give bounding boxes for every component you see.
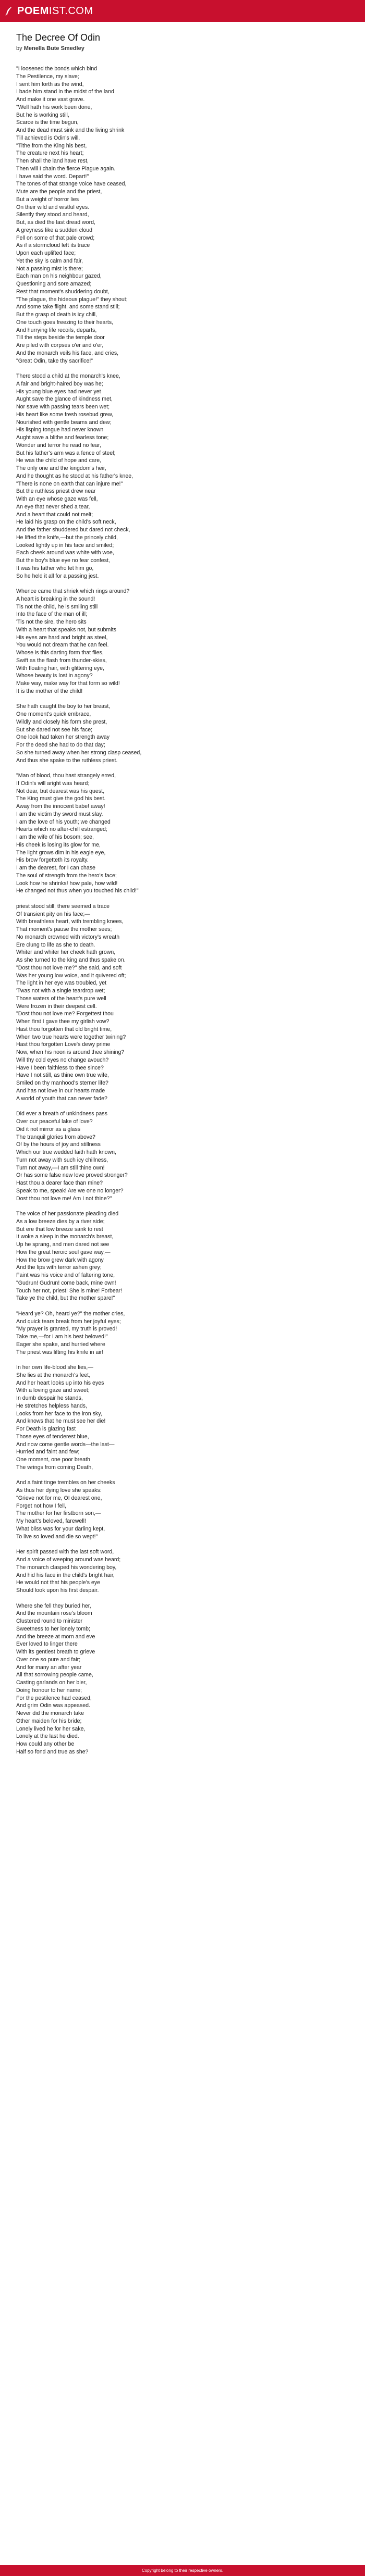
poem-line: Upon each uplifted face;: [16, 250, 76, 256]
poem-line: And the father shuddered but dared not check,: [16, 527, 130, 533]
poem-line: The light grows dim in his eagle eye,: [16, 849, 106, 856]
poem-line: I am the wife of his bosom; see,: [16, 834, 94, 841]
poem-line: For Death is glazing fast: [16, 1426, 76, 1433]
poem-line: One touch goes freezing to their hearts,: [16, 319, 114, 326]
poem-line: That moment's pause the mother sees;: [16, 926, 112, 933]
poem-line: Which our true wedded faith hath known,: [16, 1149, 116, 1156]
poem-line: Till achieved is Odin's will.: [16, 134, 80, 141]
poem-line: Then will I chain the fierce Plague again.: [16, 165, 116, 172]
poem-line: And knows that he must see her die!: [16, 1418, 106, 1425]
poem-line: I bade him stand in the midst of the land: [16, 89, 114, 95]
poem-line: Eager she spake, and hurried where: [16, 1341, 105, 1348]
poem-line: And has not love in our hearts made: [16, 1087, 105, 1094]
poem-line: O! by the hours of joy and stillness: [16, 1141, 101, 1148]
poem-line: Of transient pity on his face;—: [16, 911, 90, 917]
poem-line: Take me,—for I am his best beloved!": [16, 1334, 108, 1340]
poem-line: Have I not still, as thine own true wife,: [16, 1072, 109, 1079]
poem-line: And the mountain rose's bloom: [16, 1610, 92, 1617]
poem-line: His young blue eyes had never yet: [16, 388, 101, 395]
poem-line: Have I been faithless to thee since?: [16, 1064, 104, 1071]
poem-line: And a faint tinge trembles on her cheeks: [16, 1479, 115, 1486]
copyright-text: Copyright belong to their respective owners.: [141, 2568, 224, 2573]
poem-line: How the brow grew dark with agony: [16, 1256, 104, 1263]
stanza: [16, 1110, 350, 1202]
poem-line: Looks from her face to the iron sky,: [16, 1410, 102, 1417]
poem-line: He changed not thus when you touched his child!": [16, 888, 139, 894]
poem-line: He stretches helpless hands,: [16, 1402, 88, 1409]
poem-line: His cheek is losing its glow for me,: [16, 841, 101, 848]
poem-line: Did ever a breath of unkindness pass: [16, 1111, 107, 1117]
poem-line: So he held it all for a passing jest.: [16, 573, 99, 579]
poem-line: His lisping tongue had never known: [16, 427, 104, 433]
poem-line: So she turned away when her strong clasp ceased,: [16, 749, 142, 756]
poem-line: No monarch crowned with victory's wreath: [16, 934, 120, 940]
poem-line: Nor save with passing tears been wet;: [16, 404, 110, 410]
poem-line: 'Tis not the sire, the hero sits: [16, 619, 87, 626]
poem-line: Doing honour to her name;: [16, 1687, 82, 1694]
poem-line: Questioning and sore amazed;: [16, 281, 92, 287]
poem-line: All that sorrowing people came,: [16, 1672, 93, 1678]
poem-line: She lies at the monarch's feet,: [16, 1372, 91, 1378]
poem-line: 'Twas not with a single teardrop wet;: [16, 988, 105, 994]
poem-line: Hast thou forgotten Love's dewy prime: [16, 1041, 111, 1048]
poem-line: And now come gentle words—the last—: [16, 1441, 115, 1448]
poem-line: Turn not away with such icy chillness,: [16, 1156, 108, 1163]
poem-line: Half so fond and true as she?: [16, 1748, 89, 1755]
poem-line: But a weight of horror lies: [16, 196, 79, 203]
poem-line: Will thy cold eyes no change avouch?: [16, 1056, 109, 1063]
poem-line: Look how he shrinks! how pale, how wild!: [16, 880, 118, 887]
poem-line: The creature next his heart;: [16, 150, 84, 157]
poem-line: His eyes are hard and bright as steel,: [16, 634, 108, 641]
poem-line: Then shall the land have rest,: [16, 158, 89, 164]
poem-line: Or has some false new love proved stronger?: [16, 1172, 128, 1179]
poem-line: As a low breeze dies by a river side;: [16, 1218, 105, 1225]
poem-line: With a heart that speaks not, but submits: [16, 626, 116, 633]
poem-line: Ever loved to linger there: [16, 1641, 78, 1648]
poem-line: There stood a child at the monarch's knee,: [16, 373, 120, 380]
poem-line: The mother for her firstborn son,—: [16, 1510, 101, 1517]
poem-line: priest stood still; there seemed a trace: [16, 903, 110, 910]
poem-line: In her own life-blood she lies,—: [16, 1364, 93, 1371]
poem-line: Whose is this darting form that flies,: [16, 650, 104, 656]
stanza: [16, 1210, 350, 1302]
poem-line: Speak to me, speak! Are we one no longer?: [16, 1187, 124, 1194]
poem-line: And the dead must sink and the living shrink: [16, 127, 125, 133]
poem-line: Casting garlands on her bier,: [16, 1679, 87, 1686]
poem-line: And hurrying life recoils, departs,: [16, 327, 97, 333]
poem-line: He was the child of hope and care,: [16, 457, 102, 464]
poem-line: I am the dearest, for I can chase: [16, 865, 95, 872]
poem-line: Never did the monarch take: [16, 1710, 84, 1717]
poem-title: The Decree Of Odin: [16, 32, 101, 43]
poem-line: Ere clung to life as she to death.: [16, 941, 95, 948]
stanza: [16, 1479, 350, 1540]
poem-line: Silently they stood and heard,: [16, 211, 89, 218]
poem-line: Forget not how I fell,: [16, 1502, 66, 1509]
poem-line: "My prayer is granted, my truth is proved!: [16, 1326, 117, 1333]
poem-line: With floating hair, with glittering eye,: [16, 665, 104, 671]
poem-line: Sweetness to her lonely tomb;: [16, 1625, 90, 1632]
stanza: [16, 772, 350, 895]
poem-line: Take ye the child, but the mother spare!": [16, 1295, 115, 1302]
poem-line: Dost thou not love me! Am I not thine?": [16, 1195, 112, 1202]
poem-line: Fell on some of that pale crowd;: [16, 234, 95, 241]
poem-line: "The plague, the hideous plague!" they shout;: [16, 296, 128, 303]
poem-line: And he thought as he stood at his father's knee,: [16, 472, 133, 479]
poem-line: And the monarch veils his face, and cries,: [16, 350, 119, 356]
poem-line: But the ruthless priest drew near: [16, 488, 96, 495]
poem-line: Whiter and whiter her cheek hath grown,: [16, 949, 116, 956]
poem-line: Swift as the flash from thunder-skies,: [16, 657, 107, 664]
poem-line: I sent him forth as the wind,: [16, 81, 84, 88]
poem-line: And thus she spake to the ruthless priest.: [16, 757, 118, 764]
stanza: [16, 1548, 350, 1595]
poem-line: The light in her eye was troubled, yet: [16, 980, 107, 987]
poem-line: "Dost thou not love me?" she said, and soft: [16, 964, 122, 971]
poem-line: Not dear, but dearest was his quest,: [16, 788, 105, 794]
poem-line: Wonder and terror he read no fear,: [16, 442, 101, 449]
poem-line: Scarce is the time begun,: [16, 119, 79, 126]
poem-line: With a loving gaze and sweet;: [16, 1387, 90, 1394]
poem-line: You would not dream that he can feel.: [16, 642, 109, 649]
poem-line: Hast thou forgotten that old bright time,: [16, 1026, 112, 1032]
poem-line: I am the victim thy sword must slay.: [16, 811, 103, 817]
poem-line: And some take flight, and some stand still;: [16, 304, 120, 310]
poem-line: Were frozen in their deepest cell.: [16, 1003, 97, 1010]
poem-line: Looked lightly up in his face and smiled;: [16, 542, 114, 549]
poem-line: One moment's quick embrace,: [16, 711, 91, 718]
poem-line: But his father's arm was a fence of steel;: [16, 450, 116, 456]
poem-line: What bliss was for your darling kept,: [16, 1525, 105, 1532]
stanza: [16, 903, 350, 1103]
poem-line: And a heart that could not melt;: [16, 511, 93, 518]
poem-line: The King must give the god his best.: [16, 795, 106, 802]
footer-bar: [0, 2565, 365, 2576]
poem-line: The monarch clasped his wondering boy,: [16, 1564, 117, 1571]
poem-line: Clustered round to minister: [16, 1618, 83, 1625]
poem-content: [16, 32, 350, 1763]
poem-line: Smiled on thy manhood's sterner life?: [16, 1080, 108, 1087]
poem-line: "Great Odin, take thy sacrifice!": [16, 357, 93, 364]
poem-line: Are piled with corpses o'er and o'er,: [16, 342, 104, 349]
poem-line: "Heard ye? Oh, heard ye?" the mother cries,: [16, 1310, 125, 1317]
poem-line: And hid his face in the child's bright hair,: [16, 1572, 115, 1578]
poem-line: Was her young low voice, and it quivered oft;: [16, 972, 126, 979]
poem-line: How the great heroic soul gave way,—: [16, 1249, 111, 1255]
poem-line: Turn not away,—I am still thine own!: [16, 1164, 105, 1171]
poem-line: But the grasp of death is icy chill,: [16, 312, 97, 318]
poem-line: And for many an after year: [16, 1664, 82, 1671]
poem-line: For the pestilence had ceased,: [16, 1695, 92, 1701]
poem-line: Hast thou a dearer face than mine?: [16, 1180, 103, 1187]
poem-line: And make it one vast grave.: [16, 96, 85, 103]
poem-line: The wrings from coming Death,: [16, 1464, 93, 1471]
poem-line: As thus her dying love she speaks:: [16, 1487, 102, 1494]
poem-line: Lonely at the last he died.: [16, 1733, 79, 1740]
poem-line: A heart is breaking in the sound!: [16, 595, 95, 602]
stanza: [16, 372, 350, 580]
poem-line: She hath caught the boy to her breast,: [16, 703, 111, 710]
poem-body: [16, 65, 350, 1756]
header-bar: [0, 0, 365, 22]
poem-line: The tranquil glories from above?: [16, 1134, 95, 1140]
poem-line: A fair and bright-haired boy was he;: [16, 380, 103, 387]
poem-line: "There is none on earth that can injure me!": [16, 480, 123, 487]
quill-icon: [5, 6, 14, 16]
poem-line: And the breeze at morn and eve: [16, 1633, 95, 1640]
poem-line: Over our peaceful lake of love?: [16, 1118, 93, 1125]
poem-line: Each man on his neighbour gazed,: [16, 273, 102, 280]
site-logo[interactable]: POEMIST.COM: [17, 5, 93, 17]
poem-line: And her heart looks up into his eyes: [16, 1379, 104, 1386]
poem-line: Make way, make way for that form so wild!: [16, 680, 120, 687]
poem-line: Lonely lived he for her sake,: [16, 1725, 86, 1732]
poem-line: But ere that low breeze sank to rest: [16, 1226, 103, 1233]
poem-line: "I loosened the bonds which bind: [16, 66, 98, 72]
poem-line: An eye that never shed a tear,: [16, 503, 90, 510]
poem-line: Touch her not, priest! She is mine! Forbear!: [16, 1287, 123, 1294]
poem-line: But he is working still,: [16, 111, 69, 118]
poem-line: And grim Odin was appeased.: [16, 1702, 90, 1709]
poem-line: And quick tears break from her joyful eyes;: [16, 1318, 121, 1325]
poem-line: His brow forgetteth its royalty.: [16, 857, 89, 864]
poem-line: "Tithe from the King his best,: [16, 142, 87, 149]
poem-line: Whose beauty is lost in agony?: [16, 673, 93, 679]
poem-line: "Grieve not for me, O! dearest one,: [16, 1495, 102, 1501]
poem-line: Mute are the people and the priest,: [16, 189, 102, 195]
poem-line: When two true hearts were together twining?: [16, 1034, 126, 1040]
poem-line: But she dared not see his face;: [16, 726, 93, 733]
poem-line: The tones of that strange voice have ceased,: [16, 181, 127, 188]
poem-line: "Man of blood, thou hast strangely erred,: [16, 773, 116, 779]
by-label: by: [16, 45, 22, 52]
poem-line: Those eyes of tenderest blue,: [16, 1433, 89, 1440]
poem-line: How could any other be: [16, 1741, 75, 1748]
poem-line: Other maiden for his bride;: [16, 1718, 82, 1724]
poem-line: Not a passing mist is there;: [16, 265, 83, 272]
poem-line: Each cheek around was white with woe,: [16, 550, 114, 556]
poem-line: A greyness like a sudden cloud: [16, 227, 93, 233]
poem-line: Aught save the glance of kindness met,: [16, 396, 113, 403]
poem-line: It was his father who let him go,: [16, 565, 94, 571]
poem-line: Up he sprang, and men dared not see: [16, 1241, 110, 1248]
poem-line: Hurried and faint and few;: [16, 1449, 80, 1455]
poem-line: With breathless heart, with trembling knees,: [16, 918, 124, 925]
poem-line: The soul of strength from the hero's face;: [16, 872, 117, 879]
poem-line: Did it not mirror as a glass: [16, 1126, 81, 1133]
stanza: [16, 1310, 350, 1357]
poem-line: The only one and the kingdom's heir,: [16, 465, 106, 472]
stanza: [16, 588, 350, 695]
poem-line: Those waters of the heart's pure well: [16, 995, 106, 1002]
poem-line: The Pestilence, my slave;: [16, 73, 79, 80]
poem-line: Till the steps beside the temple door: [16, 334, 105, 341]
stanza: [16, 1602, 350, 1756]
poem-line: One moment, one poor breath: [16, 1457, 90, 1463]
poem-line: On their wild and wistful eyes.: [16, 204, 90, 210]
poem-line: Now, when his noon is around thee shining?: [16, 1049, 125, 1056]
poem-line: I am the love of his youth; we changed: [16, 818, 111, 825]
poem-line: Yet the sky is calm and fair,: [16, 257, 83, 264]
poem-line: To live so loved and die so wept!": [16, 1533, 98, 1540]
stanza: [16, 65, 350, 365]
poem-line: Should look upon his first despair.: [16, 1587, 99, 1594]
poem-line: For the deed she had to do that day;: [16, 742, 105, 749]
poem-line: It woke a sleep in the monarch's breast,: [16, 1234, 114, 1240]
poem-line: His heart like some fresh rosebud grew,: [16, 411, 114, 418]
poem-line: If Odin's will aright was heard;: [16, 780, 90, 787]
poem-line: Whence came that shriek which rings around?: [16, 588, 130, 595]
poem-line: Her spirit passed with the last soft word,: [16, 1549, 114, 1555]
poem-line: In dumb despair he stands,: [16, 1395, 83, 1402]
poem-line: He lifted the knife,—but the princely child,: [16, 534, 118, 541]
poem-line: With its gentlest breath to grieve: [16, 1649, 95, 1656]
poem-line: "Dost thou not love me? Forgettest thou: [16, 1011, 114, 1017]
author-name[interactable]: Menella Bute Smedley: [23, 45, 84, 52]
poem-line: Away from the innocent babe! away!: [16, 803, 105, 810]
stanza: [16, 703, 350, 764]
poem-line: But, as died the last dread word,: [16, 219, 95, 226]
poem-line: Aught save a blithe and fearless tone;: [16, 434, 109, 441]
poem-line: "Well hath his work been done,: [16, 104, 92, 110]
poem-line: I have said the word. Depart!": [16, 173, 89, 180]
poem-line: The voice of her passionate pleading died: [16, 1211, 119, 1217]
poem-line: He laid his grasp on the child's soft neck,: [16, 519, 116, 526]
poem-line: He would not that his people's eye: [16, 1579, 101, 1586]
poem-line: Rest that moment's shuddering doubt,: [16, 288, 110, 295]
poem-line: Nourished with gentle beams and dew;: [16, 419, 112, 426]
stanza: [16, 1364, 350, 1472]
poem-line: "Gudrun! Gudrun! come back, mine own!: [16, 1279, 116, 1286]
poem-line: It is the mother of the child!: [16, 688, 83, 694]
poem-line: As she turned to the king and thus spake on.: [16, 957, 126, 964]
poem-line: Where she fell they buried her,: [16, 1602, 91, 1609]
poem-line: Faint was his voice and of faltering tone,: [16, 1272, 115, 1279]
poem-line: With an eye whose gaze was fell,: [16, 496, 98, 503]
poem-line: The priest was lifting his knife in air!: [16, 1349, 104, 1355]
poem-line: And a voice of weeping around was heard;: [16, 1557, 121, 1563]
poem-line: Into the face of the man of ill;: [16, 611, 88, 618]
poem-line: Wildly and closely his form she prest,: [16, 718, 107, 725]
poem-line: Hearts which no after-chill estranged;: [16, 826, 107, 833]
poem-line: When first I gave thee my girlish vow?: [16, 1018, 110, 1025]
poem-line: As if a stormcloud left its trace: [16, 242, 90, 249]
poem-line: Over one so pure and fair;: [16, 1656, 81, 1663]
byline: [16, 45, 350, 52]
poem-line: But the boy's blue eye no fear confest,: [16, 557, 110, 564]
poem-line: A world of youth that can never fade?: [16, 1095, 107, 1102]
poem-line: Tis not the child, he is smiling still: [16, 603, 98, 610]
poem-line: My heart's beloved, farewell!: [16, 1518, 86, 1525]
poem-line: One look had taken her strength away: [16, 734, 110, 741]
poem-line: And the lips with terror ashen grey;: [16, 1264, 102, 1271]
